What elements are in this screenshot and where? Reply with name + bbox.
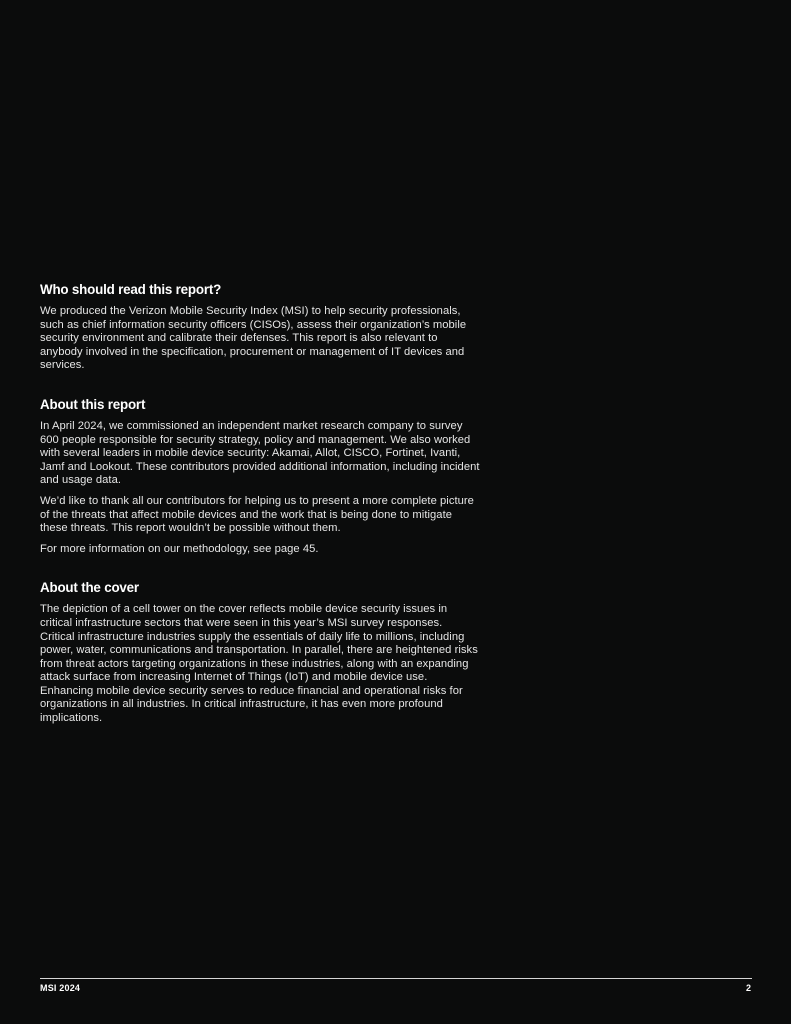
footer-page-number: 2 — [745, 983, 751, 993]
section-heading: Who should read this report? — [40, 282, 222, 297]
section-heading: About the cover — [40, 580, 139, 596]
section-paragraph: For more information on our methodology, see page 45. — [40, 542, 319, 555]
section-heading: About this report — [40, 396, 146, 412]
section-about-report — [40, 395, 480, 556]
section-who-should-read — [40, 280, 480, 373]
footer-report-title: MSI 2024 — [40, 983, 81, 993]
footer-divider — [40, 978, 752, 979]
section-paragraph: The depiction of a cell tower on the cover reflects mobile device security issues in critical infrastructure sectors that were seen in this year’s MSI survey responses. Critical infrastructure industries supply the essentials of daily life to millions, including power, water, communications and transportation. In parallel, there are heightened risks from threat actors targeting organizations in these industries, along with an expanding attack surface from increasing Internet of Things (IoT) and mobile device use. Enhancing mobile device security serves to reduce financial and operational risks for organizations in all industries. In critical infrastructure, it has even more profound implications. — [40, 603, 478, 725]
section-paragraph: In April 2024, we commissioned an independent market research company to survey 600 people responsible for security strategy, policy and management. We also worked with several leaders in mobile device security: Akamai, Allot, CISCO, Fortinet, Ivanti, Jamf and Lookout. These contributors provided additional information, including incident and usage data. — [40, 419, 480, 487]
report-intro — [40, 280, 480, 726]
section-about-cover — [40, 578, 480, 725]
section-paragraph: We’d like to thank all our contributors for helping us to present a more complete picture of the threats that affect mobile devices and the work that is being done to mitigate these threats. This report wouldn’t be possible without them. — [40, 494, 474, 535]
section-paragraph: We produced the Verizon Mobile Security Index (MSI) to help security professionals, such as chief information security officers (CISOs), assess their organization’s mobile security environment and calibrate their defenses. This report is also relevant to anybody involved in the specification, procurement or management of IT devices and services. — [40, 305, 467, 372]
